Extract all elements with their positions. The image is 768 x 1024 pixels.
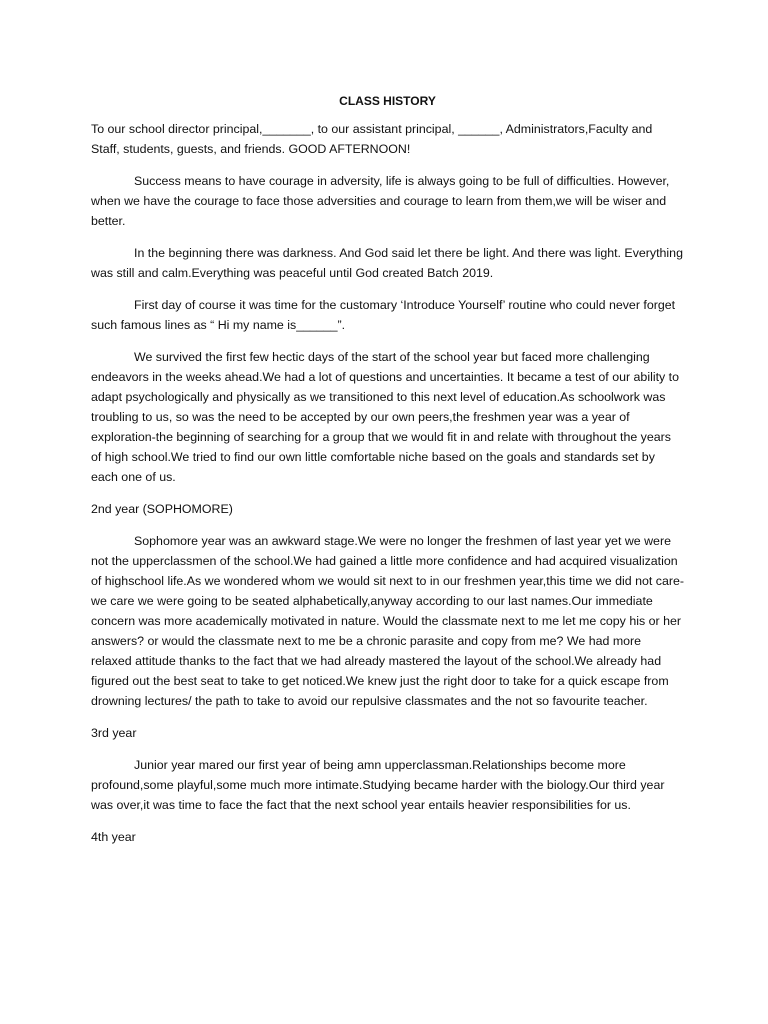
paragraph-beginning: In the beginning there was darkness. And God said let there be light. And there was light. Everything was still and calm.Everything was peaceful until God created Batch 2019.	[91, 246, 683, 280]
document-title: CLASS HISTORY	[339, 94, 436, 108]
paragraph-freshmen: We survived the first few hectic days of the start of the school year but faced more challenging endeavors in the weeks ahead.We had a lot of questions and uncertainties. It became a test of our ability to adapt psychologically and physically as we transitioned to this next level of education.As schoolwork was troubling to us, so was the need to be accepted by our own peers,the freshmen year was a year of exploration-the beginning of searching for a group that we would fit in and relate with throughout the years of high school.We tried to find our own little comfortable niche based on the goals and standards set by each one of us.	[91, 350, 679, 484]
heading-2nd-year: 2nd year (SOPHOMORE)	[91, 502, 233, 516]
greeting-paragraph: To our school director principal,_______, to our assistant principal, ______, Administrators,Faculty and Staff, students, guests, and friends. GOOD AFTERNOON!	[91, 122, 653, 156]
heading-3rd-year: 3rd year	[91, 726, 137, 740]
paragraph-success: Success means to have courage in adversity, life is always going to be full of difficulties. However, when we have the courage to face those adversities and courage to learn from them,we will be wiser and better.	[91, 174, 670, 228]
paragraph-first-day: First day of course it was time for the customary ‘Introduce Yourself’ routine who could never forget such famous lines as “ Hi my name is______”.	[91, 298, 676, 332]
heading-4th-year: 4th year	[91, 830, 136, 844]
paragraph-sophomore: Sophomore year was an awkward stage.We were no longer the freshmen of last year yet we were not the upperclassmen of the school.We had gained a little more confidence and had acquired visualization of highschool life.As we wondered whom we would sit next to in our freshmen year,this time we did not care- we care we were going to be seated alphabetically,anyway according to our last names.Our immediate concern was more academically motivated in nature. Would the classmate next to me let me copy his or her answers? or would the classmate next to me be a chronic parasite and copy from me? We had more relaxed attitude thanks to the fact that we had already mastered the layout of the school.We already had figured out the best seat to take to get noticed.We knew just the right door to take for a quick escape from drowning lectures/ the path to take to avoid our repulsive classmates and the not so favourite teacher.	[91, 534, 684, 708]
paragraph-junior: Junior year mared our first year of being amn upperclassman.Relationships become more profound,some playful,some much more intimate.Studying became harder with the biology.Our third year was over,it was time to face the fact that the next school year entails heavier responsibilities for us.	[91, 758, 665, 812]
